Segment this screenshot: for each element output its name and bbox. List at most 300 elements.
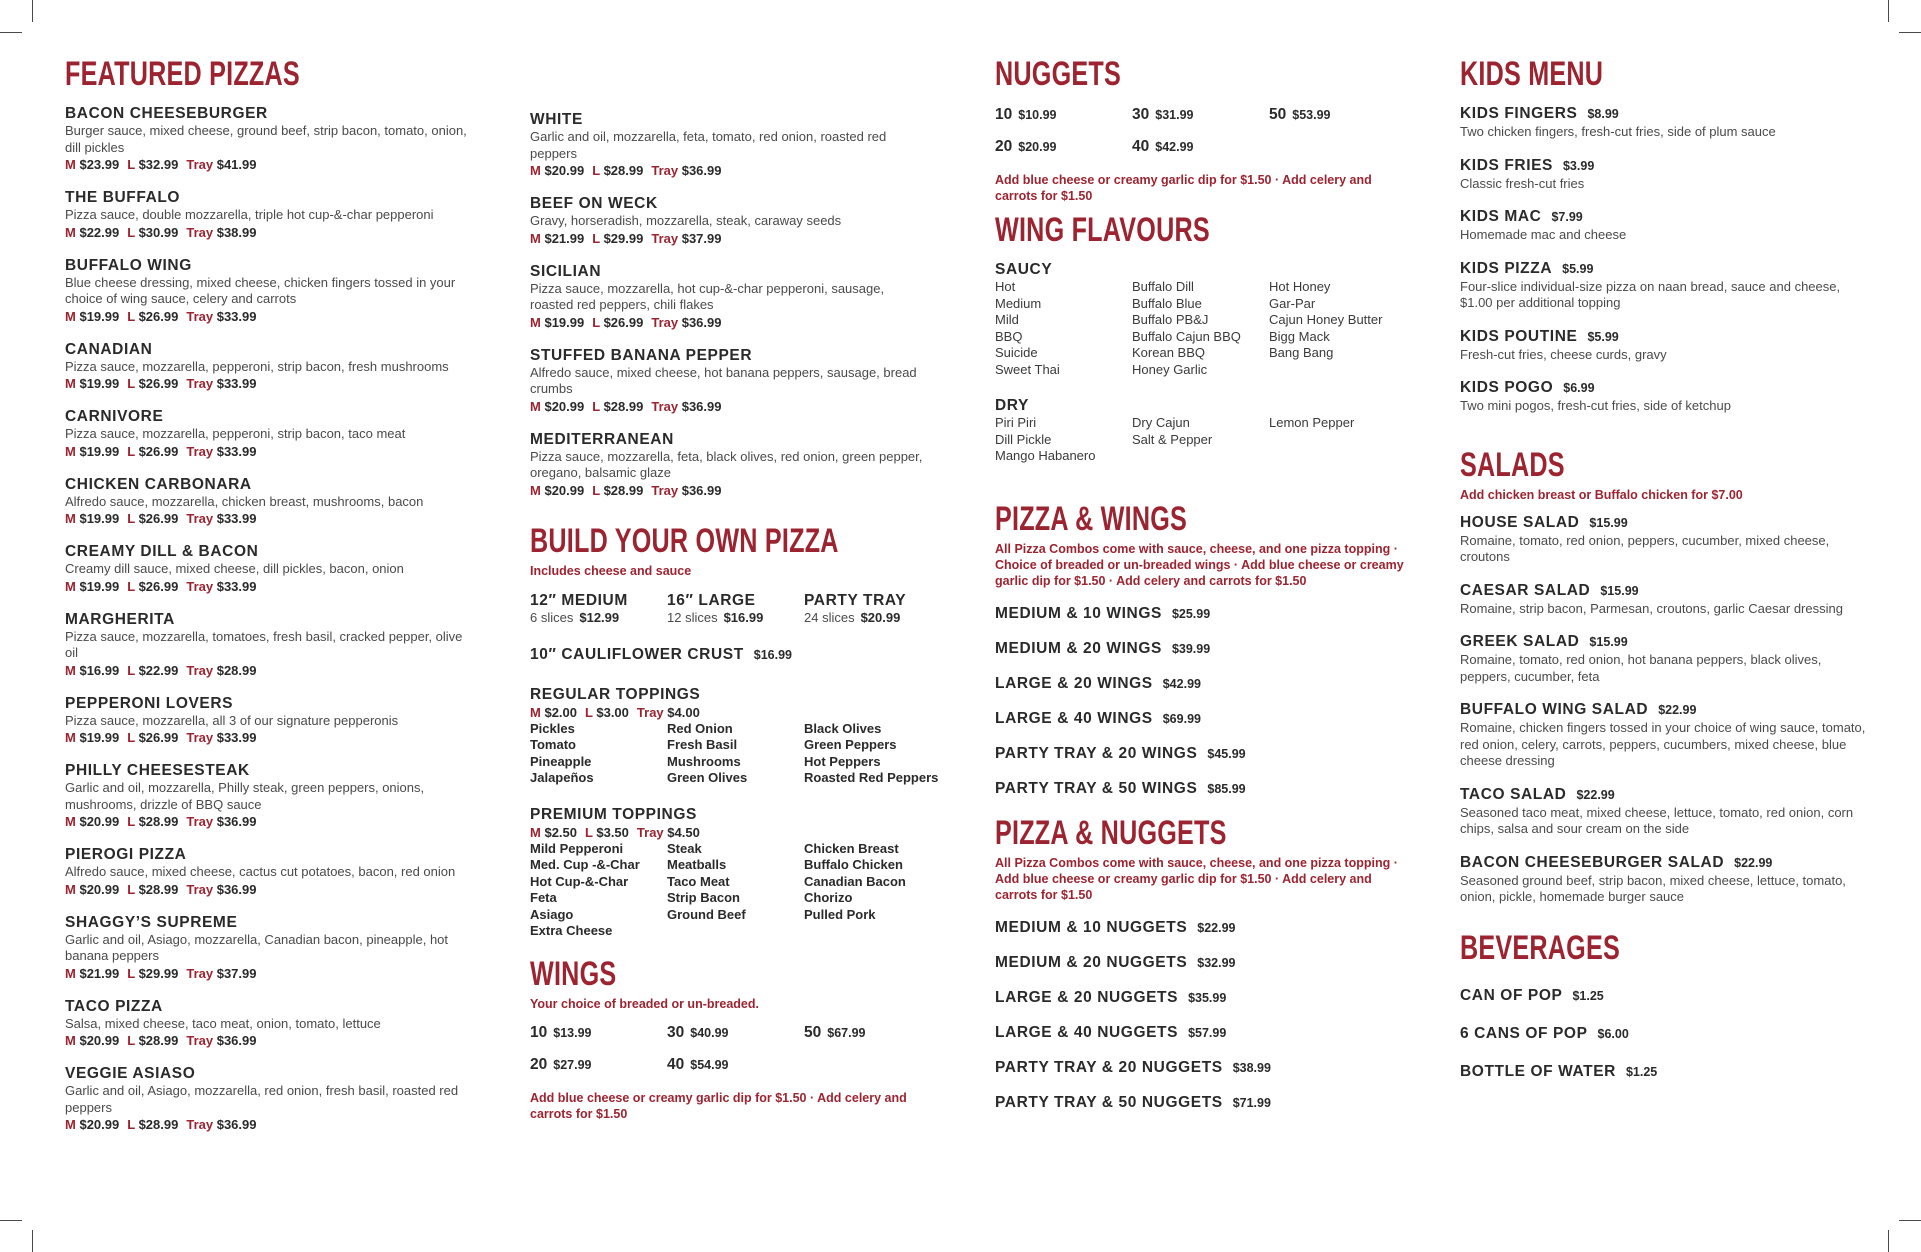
price-value-tray: $33.99 bbox=[216, 730, 257, 745]
list-entry: Honey Garlic bbox=[1132, 361, 1208, 377]
combo-price: $39.99 bbox=[1171, 641, 1211, 656]
price-value-m: $20.99 bbox=[544, 163, 585, 178]
price-value-tray: $41.99 bbox=[216, 157, 257, 172]
count-price: $13.99 bbox=[553, 1025, 592, 1040]
combo-item bbox=[995, 744, 1405, 764]
size-slices: 6 slices bbox=[530, 609, 574, 625]
combo-item bbox=[995, 1058, 1405, 1078]
price-label-tray: Tray bbox=[186, 224, 214, 240]
pizza-item bbox=[65, 761, 475, 830]
price-value-tray: $4.00 bbox=[667, 704, 700, 720]
item-price: $6.99 bbox=[1563, 381, 1595, 395]
price-m bbox=[65, 225, 119, 240]
price-tray bbox=[651, 483, 721, 498]
list-entry: Salt & Pepper bbox=[1132, 431, 1213, 447]
price-value-l: $30.99 bbox=[138, 224, 179, 240]
price-value-l: $28.99 bbox=[603, 398, 644, 414]
price-line bbox=[530, 230, 930, 247]
count-qty: 10 bbox=[530, 1023, 548, 1041]
list-entry: Hot Honey bbox=[1269, 279, 1331, 294]
pizza-description: Creamy dill sauce, mixed cheese, dill pickles, bacon, onion bbox=[65, 561, 404, 576]
item-description: Fresh-cut fries, cheese curds, gravy bbox=[1460, 346, 1667, 362]
count-price: $27.99 bbox=[553, 1057, 592, 1072]
list-column bbox=[1269, 279, 1406, 378]
combo-name: PARTY TRAY & 50 WINGS bbox=[995, 779, 1198, 797]
price-l bbox=[127, 511, 178, 526]
price-label-m: M bbox=[65, 443, 76, 459]
price-value-tray: $33.99 bbox=[216, 578, 257, 594]
item-title: KIDS FRIES bbox=[1460, 156, 1553, 174]
price-value-l: $3.50 bbox=[596, 824, 629, 840]
list-entry: Pulled Pork bbox=[804, 906, 876, 922]
pizza-name: TACO PIZZA bbox=[65, 997, 163, 1015]
price-value-l: $26.99 bbox=[138, 308, 179, 324]
pizza-name: PIEROGI PIZZA bbox=[65, 846, 187, 863]
count-row bbox=[995, 138, 1405, 156]
pizza-item bbox=[65, 188, 475, 241]
price-label-tray: Tray bbox=[651, 163, 679, 178]
price-tray bbox=[637, 705, 700, 720]
list-entry: Hot bbox=[995, 279, 1016, 294]
size-detail bbox=[667, 610, 804, 625]
price-value-m: $2.00 bbox=[544, 704, 578, 720]
pizza-item bbox=[65, 845, 475, 898]
list-entry: Chorizo bbox=[804, 890, 853, 905]
price-value-tray: $37.99 bbox=[216, 965, 257, 981]
pizza-description: Burger sauce, mixed cheese, ground beef, strip bacon, tomato, onion, dill pickles bbox=[65, 123, 467, 155]
crop-mark bbox=[0, 32, 22, 33]
pizza-description: Salsa, mixed cheese, taco meat, onion, tomato, lettuce bbox=[65, 1015, 381, 1031]
kids-item bbox=[1460, 378, 1870, 415]
pizza-item bbox=[530, 430, 930, 499]
pizza-wings-list bbox=[995, 604, 1405, 799]
price-m bbox=[65, 444, 119, 459]
price-m bbox=[530, 231, 584, 246]
kids-item bbox=[1460, 104, 1870, 141]
item-title: HOUSE SALAD bbox=[1460, 513, 1580, 531]
list-entry: Mushrooms bbox=[667, 753, 741, 769]
pizza-nuggets-heading: PIZZA & NUGGETS bbox=[995, 813, 1227, 852]
featured-heading: FEATURED PIZZAS bbox=[65, 55, 300, 93]
price-line bbox=[65, 662, 475, 679]
pizza-name: SHAGGY’S SUPREME bbox=[65, 913, 238, 931]
pizza-name: WHITE bbox=[530, 111, 583, 128]
combo-price: $25.99 bbox=[1171, 606, 1211, 621]
item-title: CAN OF POP bbox=[1460, 986, 1563, 1004]
price-line bbox=[530, 482, 930, 499]
price-tray bbox=[186, 1117, 256, 1132]
price-label-l: L bbox=[592, 314, 600, 330]
combo-price: $42.99 bbox=[1162, 676, 1201, 691]
price-line bbox=[530, 314, 930, 331]
price-label-m: M bbox=[65, 376, 76, 391]
pizza-item bbox=[65, 340, 475, 393]
price-m bbox=[65, 663, 119, 678]
saucy-title: SAUCY bbox=[995, 261, 1053, 278]
pizza-name: CARNIVORE bbox=[65, 408, 164, 425]
flavours-heading: WING FLAVOURS bbox=[995, 211, 1210, 249]
size-option bbox=[667, 591, 804, 625]
price-label-m: M bbox=[65, 662, 76, 678]
price-label-m: M bbox=[65, 1117, 76, 1132]
price-label-l: L bbox=[585, 824, 593, 840]
price-value-tray: $36.99 bbox=[216, 881, 257, 897]
item-description: Seasoned ground beef, strip bacon, mixed cheese, lettuce, tomato, onion, pickle, homemade burger sauce bbox=[1460, 872, 1846, 904]
list-entry: Buffalo PB&J bbox=[1132, 312, 1209, 327]
price-label-l: L bbox=[127, 881, 135, 897]
pizza-description: Pizza sauce, mozzarella, pepperoni, strip bacon, taco meat bbox=[65, 426, 406, 441]
price-m bbox=[530, 315, 584, 330]
price-label-tray: Tray bbox=[651, 230, 679, 246]
price-label-l: L bbox=[127, 443, 135, 459]
price-label-tray: Tray bbox=[186, 814, 214, 829]
price-value-m: $21.99 bbox=[79, 965, 120, 981]
list-column bbox=[995, 279, 1132, 378]
price-value-tray: $36.99 bbox=[681, 163, 722, 178]
price-value-tray: $33.99 bbox=[216, 376, 257, 391]
price-value-m: $20.99 bbox=[544, 482, 585, 498]
price-tray bbox=[186, 157, 256, 172]
pizza-item bbox=[65, 256, 475, 325]
list-column bbox=[667, 841, 804, 940]
price-l bbox=[127, 225, 178, 240]
item-price: $8.99 bbox=[1587, 107, 1619, 121]
item-description: Romaine, strip bacon, Parmesan, croutons, garlic Caesar dressing bbox=[1460, 600, 1843, 616]
price-tray bbox=[651, 163, 721, 178]
count-option bbox=[804, 1024, 941, 1042]
price-l bbox=[127, 444, 178, 459]
list-entry: Buffalo Dill bbox=[1132, 279, 1194, 294]
list-entry: Lemon Pepper bbox=[1269, 415, 1355, 430]
price-m bbox=[530, 705, 577, 720]
list-entry: Gar-Par bbox=[1269, 295, 1316, 311]
size-option bbox=[804, 591, 941, 625]
list-entry: Hot Peppers bbox=[804, 753, 881, 769]
price-label-m: M bbox=[530, 824, 541, 840]
price-label-l: L bbox=[585, 704, 593, 720]
combo-price: $85.99 bbox=[1207, 781, 1246, 796]
pizza-name: BACON CHEESEBURGER bbox=[65, 105, 268, 122]
price-line bbox=[530, 398, 930, 415]
kids-list bbox=[1460, 104, 1870, 415]
price-value-l: $32.99 bbox=[138, 157, 179, 172]
pizza-description: Blue cheese dressing, mixed cheese, chicken fingers tossed in your choice of wing sauce, celery and carrots bbox=[65, 274, 456, 306]
combo-item bbox=[995, 1023, 1405, 1043]
count-qty: 30 bbox=[667, 1023, 685, 1041]
price-l bbox=[127, 157, 178, 172]
price-value-tray: $36.99 bbox=[216, 1033, 257, 1048]
count-qty: 20 bbox=[995, 138, 1013, 155]
item-title: BUFFALO WING SALAD bbox=[1460, 701, 1649, 718]
price-value-l: $26.99 bbox=[138, 578, 179, 594]
wings-counts bbox=[530, 1024, 930, 1074]
cauliflower-crust: 10″ CAULIFLOWER CRUST $16.99 bbox=[530, 645, 793, 663]
item-description: Romaine, chicken fingers tossed in your choice of wing sauce, tomato, red onion, celery, carrots, peppers, cucumbers, mixed cheese, blue cheese dressing bbox=[1460, 720, 1866, 768]
item-description: Classic fresh-cut fries bbox=[1460, 175, 1585, 191]
salads-item bbox=[1460, 581, 1870, 618]
count-option bbox=[1132, 106, 1269, 124]
price-value-tray: $28.99 bbox=[216, 662, 257, 678]
price-value-tray: $37.99 bbox=[681, 230, 722, 246]
column-kids-salads-beverages bbox=[1460, 54, 1870, 1082]
price-line bbox=[65, 224, 475, 241]
list-entry: Sweet Thai bbox=[995, 361, 1060, 377]
pizza-nuggets-list bbox=[995, 918, 1405, 1113]
pizza-item bbox=[530, 262, 930, 331]
pizza-description: Alfredo sauce, mozzarella, chicken breast, mushrooms, bacon bbox=[65, 493, 424, 509]
size-price: $12.99 bbox=[579, 609, 620, 625]
price-label-l: L bbox=[127, 1117, 135, 1132]
pizza-description: Garlic and oil, Asiago, mozzarella, Canadian bacon, pineapple, hot banana peppers bbox=[65, 931, 449, 963]
list-entry: Canadian Bacon bbox=[804, 873, 906, 889]
list-entry: Dill Pickle bbox=[995, 431, 1052, 447]
salads-list bbox=[1460, 513, 1870, 906]
price-label-tray: Tray bbox=[636, 704, 664, 720]
item-title: KIDS FINGERS bbox=[1460, 105, 1578, 122]
salads-heading: SALADS bbox=[1460, 445, 1565, 484]
size-name: PARTY TRAY bbox=[804, 591, 907, 609]
byo-heading: BUILD YOUR OWN PIZZA bbox=[530, 521, 839, 560]
pizza-description: Alfredo sauce, mixed cheese, cactus cut potatoes, bacon, red onion bbox=[65, 864, 456, 879]
pizza-description: Alfredo sauce, mixed cheese, hot banana peppers, sausage, bread crumbs bbox=[530, 364, 917, 396]
item-price: $15.99 bbox=[1589, 635, 1628, 649]
price-label-l: L bbox=[127, 965, 135, 981]
count-row bbox=[995, 106, 1405, 124]
price-m bbox=[530, 825, 577, 840]
price-value-l: $28.99 bbox=[603, 482, 644, 498]
price-label-tray: Tray bbox=[186, 1117, 214, 1132]
count-option bbox=[530, 1056, 667, 1074]
beverages-heading: BEVERAGES bbox=[1460, 928, 1620, 967]
price-value-m: $23.99 bbox=[79, 157, 120, 172]
item-price: $1.25 bbox=[1625, 1064, 1658, 1079]
count-qty: 50 bbox=[804, 1023, 822, 1041]
price-line bbox=[65, 375, 475, 392]
price-label-m: M bbox=[65, 965, 76, 981]
price-value-m: $19.99 bbox=[79, 443, 120, 459]
price-line bbox=[65, 965, 475, 982]
price-label-l: L bbox=[127, 224, 135, 240]
pizza-name: CREAMY DILL & BACON bbox=[65, 543, 259, 560]
size-slices: 12 slices bbox=[667, 609, 718, 625]
price-value-l: $28.99 bbox=[138, 881, 179, 897]
price-value-tray: $36.99 bbox=[681, 482, 722, 498]
price-line bbox=[530, 162, 930, 179]
pizza-description: Pizza sauce, mozzarella, pepperoni, strip bacon, fresh mushrooms bbox=[65, 358, 449, 374]
count-qty: 10 bbox=[995, 106, 1013, 123]
combo-item bbox=[995, 988, 1405, 1008]
price-label-m: M bbox=[65, 881, 76, 897]
price-tray bbox=[186, 225, 256, 240]
price-label-m: M bbox=[65, 224, 76, 240]
price-label-tray: Tray bbox=[186, 376, 214, 391]
price-label-l: L bbox=[127, 308, 135, 324]
beverages-list bbox=[1460, 986, 1870, 1082]
price-value-tray: $38.99 bbox=[216, 224, 257, 240]
list-entry: Buffalo Blue bbox=[1132, 295, 1202, 311]
pizza-description: Garlic and oil, mozzarella, feta, tomato, red onion, roasted red peppers bbox=[530, 129, 887, 161]
price-value-m: $2.50 bbox=[544, 824, 578, 840]
list-entry: Mango Habanero bbox=[995, 448, 1096, 463]
list-entry: Dry Cajun bbox=[1132, 415, 1190, 430]
price-label-tray: Tray bbox=[186, 662, 214, 678]
price-l bbox=[592, 231, 643, 246]
list-entry: Chicken Breast bbox=[804, 840, 899, 856]
combo-item bbox=[995, 674, 1405, 694]
price-tray bbox=[186, 309, 256, 324]
pizza-name: BUFFALO WING bbox=[65, 256, 192, 274]
size-name: 12″ MEDIUM bbox=[530, 591, 628, 609]
size-option bbox=[530, 591, 667, 625]
count-option bbox=[667, 1024, 804, 1042]
price-m bbox=[65, 814, 119, 829]
featured-list-continued bbox=[530, 110, 930, 499]
price-label-tray: Tray bbox=[186, 1033, 214, 1048]
pizza-description: Pizza sauce, mozzarella, tomatoes, fresh basil, cracked pepper, olive oil bbox=[65, 628, 463, 660]
count-price: $42.99 bbox=[1155, 140, 1194, 154]
price-m bbox=[65, 157, 119, 172]
list-column bbox=[1269, 415, 1406, 465]
combo-price: $35.99 bbox=[1188, 990, 1227, 1005]
list-entry: Korean BBQ bbox=[1132, 345, 1205, 360]
beverages-item bbox=[1460, 1062, 1870, 1082]
combo-name: PARTY TRAY & 20 WINGS bbox=[995, 744, 1198, 762]
combo-item bbox=[995, 953, 1405, 973]
list-entry: Piri Piri bbox=[995, 415, 1037, 430]
price-value-tray: $33.99 bbox=[216, 443, 257, 459]
price-label-m: M bbox=[530, 314, 541, 330]
count-qty: 40 bbox=[667, 1055, 685, 1073]
price-m bbox=[65, 882, 119, 897]
count-option bbox=[530, 1024, 667, 1042]
item-description: Homemade mac and cheese bbox=[1460, 227, 1627, 242]
combo-item bbox=[995, 604, 1405, 624]
price-m bbox=[530, 399, 584, 414]
price-tray bbox=[186, 814, 256, 829]
item-title: 6 CANS OF POP bbox=[1460, 1024, 1588, 1042]
price-value-l: $26.99 bbox=[603, 314, 644, 330]
item-title: KIDS POUTINE bbox=[1460, 327, 1578, 345]
price-l bbox=[592, 483, 643, 498]
price-tray bbox=[186, 511, 256, 526]
dry-list bbox=[995, 415, 1405, 465]
pizza-item bbox=[65, 542, 475, 595]
combo-name: LARGE & 40 WINGS bbox=[995, 709, 1153, 727]
list-entry: Suicide bbox=[995, 345, 1038, 360]
price-value-l: $28.99 bbox=[603, 163, 644, 178]
price-value-tray: $36.99 bbox=[681, 314, 722, 330]
combo-item bbox=[995, 918, 1405, 938]
saucy-list bbox=[995, 279, 1405, 378]
price-m bbox=[530, 483, 584, 498]
list-column bbox=[530, 721, 667, 787]
count-price: $53.99 bbox=[1292, 108, 1331, 122]
list-entry: Fresh Basil bbox=[667, 737, 738, 752]
pizza-description: Garlic and oil, mozzarella, Philly steak, green peppers, onions, mushrooms, drizzle of BBQ sauce bbox=[65, 780, 425, 812]
pizza-description: Pizza sauce, mozzarella, all 3 of our signature pepperonis bbox=[65, 712, 399, 728]
list-entry: Bigg Mack bbox=[1269, 328, 1330, 344]
price-value-m: $19.99 bbox=[544, 314, 585, 330]
nuggets-counts bbox=[995, 106, 1405, 156]
item-title: BOTTLE OF WATER bbox=[1460, 1062, 1616, 1080]
item-price: $22.99 bbox=[1734, 855, 1773, 870]
list-entry: Medium bbox=[995, 295, 1042, 311]
price-value-m: $19.99 bbox=[79, 376, 120, 391]
byo-note: Includes cheese and sauce bbox=[530, 563, 692, 578]
list-entry: Green Olives bbox=[667, 770, 748, 785]
size-price: $20.99 bbox=[860, 609, 901, 625]
item-price: $15.99 bbox=[1600, 583, 1639, 598]
price-label-tray: Tray bbox=[651, 482, 679, 498]
price-label-m: M bbox=[65, 157, 76, 172]
price-value-m: $22.99 bbox=[79, 224, 120, 240]
count-option bbox=[1269, 106, 1406, 124]
price-value-l: $28.99 bbox=[138, 1033, 179, 1048]
list-entry: Pickles bbox=[530, 720, 575, 736]
kids-item bbox=[1460, 156, 1870, 193]
price-label-tray: Tray bbox=[651, 314, 679, 330]
list-entry: Black Olives bbox=[804, 720, 882, 736]
pizza-description: Pizza sauce, mozzarella, hot cup-&-char pepperoni, sausage, roasted red peppers, chili flakes bbox=[530, 280, 885, 312]
pizza-description: Pizza sauce, mozzarella, feta, black olives, red onion, green pepper, oregano, balsamic glaze bbox=[530, 448, 923, 480]
price-tray bbox=[651, 315, 721, 330]
price-tray bbox=[186, 1033, 256, 1048]
pizza-name: CHICKEN CARBONARA bbox=[65, 475, 252, 493]
item-name bbox=[1460, 785, 1870, 805]
item-name bbox=[1460, 853, 1870, 873]
price-l bbox=[127, 376, 178, 391]
wings-heading: WINGS bbox=[530, 954, 617, 993]
pizza-name: VEGGIE ASIASO bbox=[65, 1065, 196, 1082]
crop-mark bbox=[0, 1220, 22, 1221]
size-price: $16.99 bbox=[723, 609, 764, 625]
count-row bbox=[530, 1024, 930, 1042]
regular-toppings-list bbox=[530, 720, 939, 787]
price-tray bbox=[186, 376, 256, 391]
item-description: Romaine, tomato, red onion, peppers, cucumber, mixed cheese, croutons bbox=[1460, 532, 1830, 564]
beverages-item bbox=[1460, 1024, 1870, 1044]
item-description: Romaine, tomato, red onion, hot banana peppers, black olives, peppers, cucumber, feta bbox=[1460, 652, 1822, 684]
price-line bbox=[65, 510, 475, 527]
combo-name: PARTY TRAY & 20 NUGGETS bbox=[995, 1058, 1223, 1076]
price-value-m: $19.99 bbox=[79, 308, 120, 324]
price-tray bbox=[186, 882, 256, 897]
pizza-wings-heading: PIZZA & WINGS bbox=[995, 499, 1188, 538]
price-label-tray: Tray bbox=[186, 965, 214, 981]
pizza-item bbox=[65, 610, 475, 679]
list-entry: Mild Pepperoni bbox=[530, 840, 624, 856]
price-label-l: L bbox=[127, 376, 135, 391]
price-value-l: $28.99 bbox=[138, 1117, 179, 1132]
pizza-item bbox=[65, 1064, 475, 1133]
price-value-m: $16.99 bbox=[79, 662, 120, 678]
item-description: Four-slice individual-size pizza on naan bread, sauce and cheese, $1.00 per additional topping bbox=[1460, 278, 1841, 310]
item-name bbox=[1460, 378, 1870, 398]
nuggets-heading: NUGGETS bbox=[995, 55, 1121, 93]
list-entry: Ground Beef bbox=[667, 906, 746, 922]
pizza-item bbox=[530, 194, 930, 247]
price-line bbox=[65, 443, 475, 460]
list-entry: Hot Cup-&-Char bbox=[530, 873, 629, 889]
item-title: KIDS MAC bbox=[1460, 208, 1542, 225]
combo-name: MEDIUM & 20 NUGGETS bbox=[995, 953, 1188, 971]
price-label-m: M bbox=[530, 482, 541, 498]
list-column bbox=[1132, 279, 1269, 378]
list-entry: BBQ bbox=[995, 328, 1023, 344]
price-value-m: $20.99 bbox=[544, 398, 585, 414]
price-l bbox=[592, 315, 643, 330]
salads-item bbox=[1460, 632, 1870, 685]
